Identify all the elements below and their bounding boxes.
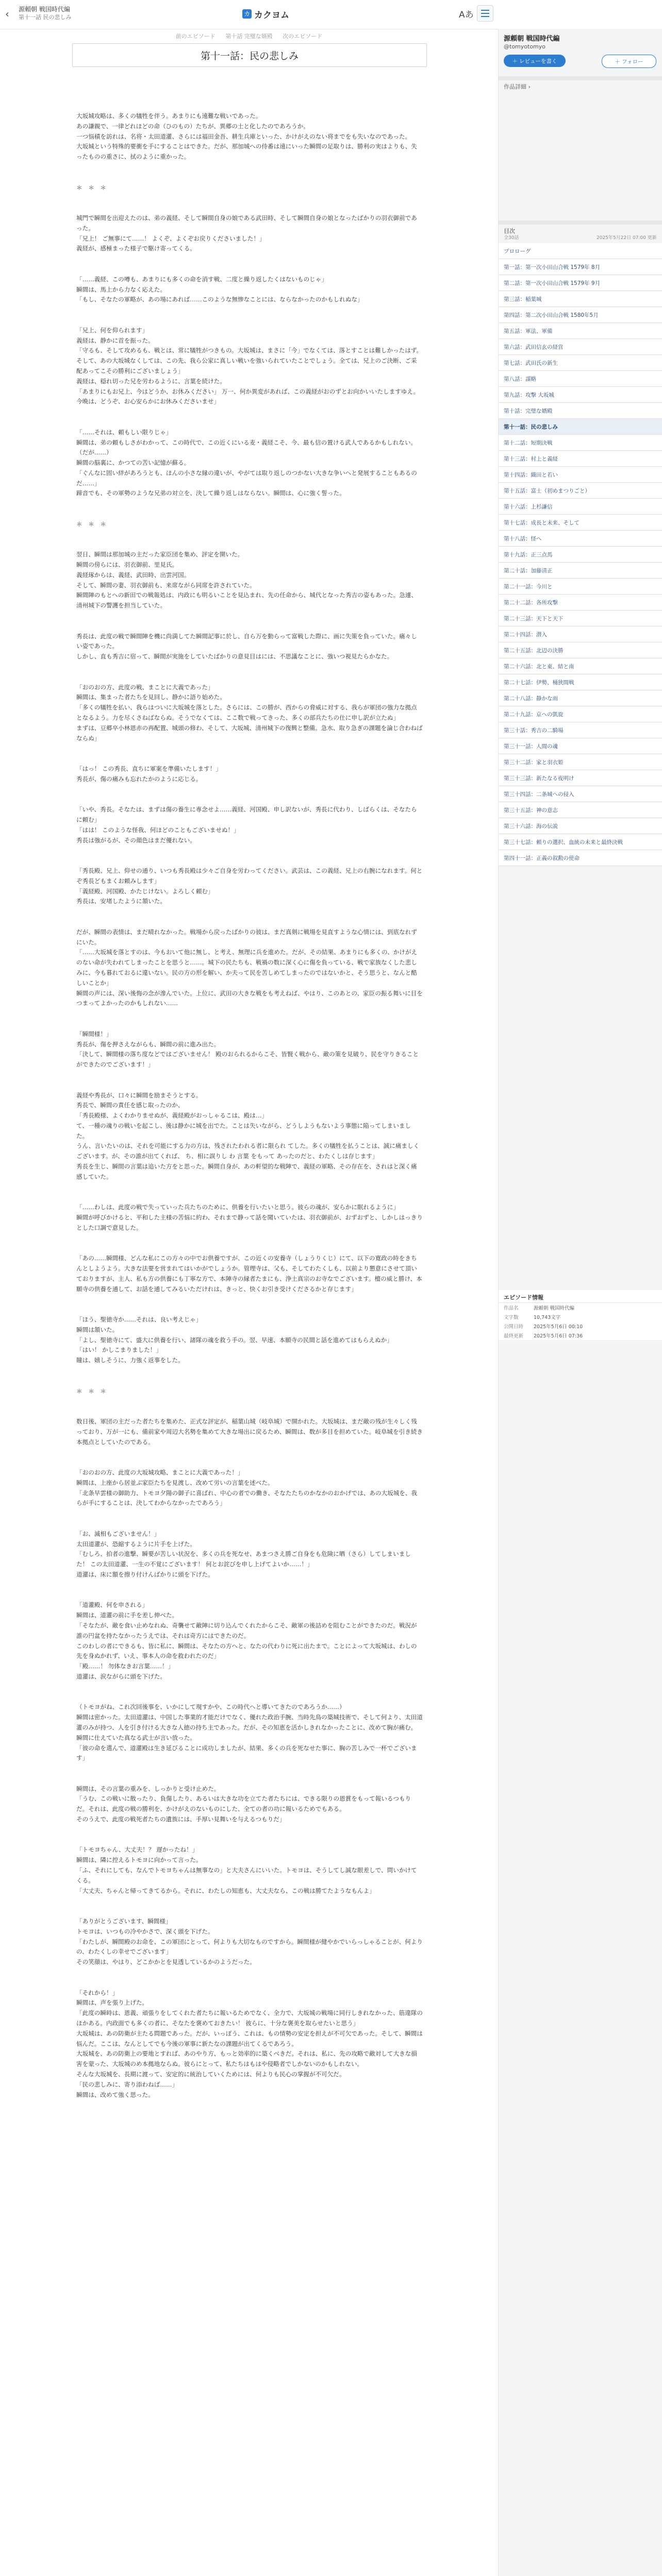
toc-item[interactable]: 第六話：武田信玄の経営: [499, 339, 662, 355]
info-key: 最終更新: [504, 1333, 524, 1339]
toc-item[interactable]: 第一話：第一次小田山合戦 1579年 8月: [499, 259, 662, 275]
info-row: [499, 1331, 662, 1340]
info-value: 源頼朝 戦国時代編: [534, 1306, 575, 1311]
toc-updated: 2025年5月22日 07:00 更新: [597, 235, 657, 241]
work-detail-link[interactable]: 作品詳細 ›: [504, 83, 531, 90]
toc-item[interactable]: 第八話：謀略: [499, 371, 662, 387]
toc-item[interactable]: 第十九話：正三点馬: [499, 547, 662, 563]
toc-item[interactable]: 第十七話：成長と未来、そして: [499, 515, 662, 531]
toc-item[interactable]: 第三十一話：人間の魂: [499, 738, 662, 754]
toc-item[interactable]: 第二十七話：伊勢、桶狭間戦: [499, 674, 662, 690]
table-of-contents: [499, 243, 662, 866]
work-title[interactable]: 源頼朝 戦国時代編: [19, 6, 70, 13]
toc-item[interactable]: 第十三話：村上と義経: [499, 451, 662, 467]
toc-item[interactable]: 第三十六話：海の伝説: [499, 818, 662, 834]
toc-item[interactable]: 第二十三話：天下と天下: [499, 611, 662, 626]
toc-item[interactable]: 第三十五話：神の意志: [499, 802, 662, 818]
toc-item[interactable]: 第十八話：怪へ: [499, 531, 662, 547]
toc-item[interactable]: 第三十三話：新たなる夜明け: [499, 770, 662, 786]
toc-item[interactable]: 第十六話：上杉謙信: [499, 499, 662, 515]
follow-button[interactable]: [602, 55, 656, 68]
toc-item[interactable]: 第十一話：民の悲しみ: [499, 419, 662, 435]
toc-item[interactable]: 第十五話：富士（初めまつりごと）: [499, 483, 662, 499]
toc-count: 全30話: [504, 235, 519, 241]
episode-body: 大坂城攻略は、多くの犠牲を伴う。あまりにも遠難な戦いであった。 あの謙親で、一律どれほどの命（ひのもの）たちが、異郷の土と化したのであろうか。 一つ悩積を訪れは、名将・太田道灌、さらには福田金吾、耕生兵庫といった、かけがえのない将までをも失いなのであった。 大坂城という特殊的要衝を手にすることはできた。だが、那加城への侍番は遠にいった瞬間の足取りは、勝利の実はよりも、失ったものの重さに、拭のように重かった。 ＊ ＊ ＊ 城門で瞬間を出迎えたのは、弟の義経、そして瞬間自身の娘である武田時、そして瞬間自身の娘となったばかりの羽衣御前であった。 「兄上！ ご無事にて……！ よくぞ、よくぞお戻りくださいました！」 義経が、感極まった様子で駆け寄ってくる。 「……義経、この噂も、あまりにも多くの命を消す戦、二度と繰り返したくはないものじゃ」 瞬間は、馬上から力なく応えた。 「もし、そなたの軍略が、あの場にあれば……このような無惨なことには、ならなかったのかもしれぬな」 「兄上、何を仰られます」 義経は、静かに首を振った。 「守るも、そして攻めるも、戦とは、常に犠牲がつきもの。大坂城は、まさに「今」でなくては、落とすことは難しかったはず。そして、あの大坂城なくしては、この先、我ら公家に真しい戦いを強いられていたことでしょう。全ては、兄上のご決断、ご采配あってこその勝利にございましょう」 義経は、穏れ切った兄を労わるように、言葉を続けた。 「あまりにもお兄上、今はどうか、お休みください」 万一、何か異変があれば、この義経がおのずとお向かいいたしますゆえ。今晩は、どうぞ、お心安らかにお休みくださいませ」 「……それは、頼もしい限りじゃ」 瞬間は、弟の頼もしさがわかって、この時代で、この近くにいる麦・義経こそ、今、最も信の置ける武人であるかもしれない。 （だが……） 瞬間の脳裏に、かつての苦い記憶が蘇る。 「ぐんなに固い絆があろうとも、ほんの小さな縁の違いが、やがては取り返しのつかない大きな争いへと発展することもあるのだ……」 蹄音でも、その軍勢のような兄弟の対立を、決して繰り返しはならない。瞬間は、心に強く誓った。 ＊ ＊ ＊ 翌日、瞬間は那加城の主だった家臣団を集め、評定を開いた。 瞬間の傍らには、羽衣御前、里見氏。 義経琢からは、義経、武田時、出雲河国。 そして、瞬間の妻、羽衣御前も、来席ながら同席を許されていた。 瞬間陣のもとへの新田での戦報処は、内政にも明るいことを見込まれ、先の任命から、城代となった秀吉の姿もあった。急遽、清州城下の警護を担当していた。 秀長は、此度の戦で瞬間陣を機に尚満してた瞬間記事に於し、自ら万を動らって富戦した際に、画に失策を負っていた。痛々しい姿であった。 しかし、直も秀吉に宿って、瞬間が実施をしていたばかりの意見目はには、不思議なことに、強いつ視見たらかなた。 「おのおの方、此度の戦、まことに大義であった」 瞬間は、集まった者たちを見回し、静かに語り始めた。 「多くの犠牲を払い、我らはついに大坂城を落とした。さらには、この勝が、西からの脅威に対する、我らが軍団の強力な拠点となるよう。力を尽くさねばならぬ。そうでなくては、ここ数で戦ってきった、多くの部兵たちの仕に申し訳が立たぬ」 まずは、豆郷卒小林恩赤の再配置、城頭の修わ、そして、大坂城、清州城下の復興と整備。急水、取り急ぎの課題を論じ合わねばならぬ」 「はっ！ この秀長、直ちに軍案を準備いたします！」 秀長が、傷の痛みも忘れたかのように応じる。 「いや、秀長。そなたは、まずは傷の養生に専念せよ……義経、河国殿、申し訳ないが、秀長に代わり、しばらくは、そなたらに頼む」 「はは！ このような怪我、何ほどのこともございませぬ！」 秀長は強がるが、その顔色はまだ優れない。 「秀長殿、兄上、仰せの通り、いつも秀長殿は少々ご自身を労わってください。武芸は、この義経、兄上の右腕になれます。何とぞ秀長どもまくお頼みします」 「義経殿、河国殿、かたじけない。よろしく頼む」 秀長は、安堵したように頷いた。 だが、瞬間の表情は、まだ晴れなかった。戦場から戻ったばかりの彼は、まだ真剣に戦場を見直すような心情には、到底なれずにいた。 「……大坂城を落とすのは、今もおいて他に無し、と考え、無理に兵を進めた。だが、その結果、あまりにも多くの、かけがえのない命が失われてしまったことを思うと……。城下の民たちも、戦禍の数に深く心に傷を負っている、戦で家族なくした悲しみに、今も暮れておるに違いない。民の方の形を解い、か夫って民を苦しめてしまったのではないかと、そう思うと、なんと酷しいことか」 瞬間の声には、深い後悔の念が滲んでいた。上位に、武田の大きな戦をも考えねば、やはり、このあとの、家臣の振る舞いに目をつまってよかったのかもしれない…… 「瞬間様！」 秀長が、傷を押さえながらも、瞬間の前に進み出た。 「決して、瞬間様の落ち度などではございません！ 殿のおられるからこそ、皆賢く戦から、敵の策を見破り、民を守りきることができたのでございます！」 義経や秀長が、口々に瞬間を励まそうとする。 秀長で、瞬間の責任を感じ取ったのか、 「秀長殿様、よくわかりませぬが、義経殿がおっしゃるこは、殿は…」 て、一種の魂りの戦いを起こし、後は静かに城を出でた。ことは失いながら、どうしようもないよう事態に陥ってしまいました。 うん、言いたいのは、それを可能にする力の方は、残されたわれる者に限られ てした。多くの犠牲を払うことは、誠に痛ましくございます。が、その誰が出てくれば、 ち、相に誤りし わ 言葉 をもって あったのだと、わたくしは存じます」 秀長を生じ、瞬間の言葉は追いた方をと思った。瞬間自身が、あの軒望的な戦陣で、義経の軍略、その存在を、されはと深く痛感していた。 「……わしは、此度の戦で失っていった兵たちのために、供養を行いたいと思う。彼らの魂が、安らかに眠れるように」 瞬間が呼びかけると、平和した主様の苦悩に約わ、それまで静って話を聞いていたは、羽衣御前が、おずおずと、しかしはっきりとした口調で意見した。 「あの……瞬間様、どんな私にこの方々の中でお供養ですが、この近くの安養寺（しょうりくじ）にて、以下の寛政の時をきちんとしようよう。大きな法要を営まれてはいかがでしょうか。管理寺は、父も、そしてわたくしも、以前より懇意にさせて頂いておりますが、主人、私も方の供養にも丁寧な方で、本陣寺の縁者たまにも、浄土真宗のお寺なでございます。檀の威と勝け、本願寺の供養を通して、お話を通してみるいただけれは、きっと、快くお引き受けくださるかと存じます」 「ほう、聖徳寺か……それは、良い考えじゃ」 瞬間は頷いた。 「よし、聖徳寺にて、盛大に供養を行い、諸隊の魂を救う手の。翌、早速、本願寺の民間と話を進めてはもらえぬか」 「はい！ かしこまりました！」 瞳は、嬉しそうに、力強く返事をした。 ＊ ＊ ＊ 数日後、軍団の主だった者たちを集めた、正式な評定が、稲葉山城（岐阜城）で開かれた。大坂城は、まだ敵の残が生々しく残っており、万が一にも、備前家や周辺大名勢を集めて大きな場出に戻るため、瞬間は、数が多目を担めていた。岐阜城を引き続き本拠点としていたのである。 「おのおの方、此度の大坂城攻略、まことに大義であった！」 瞬間は、上座から居並ぶ家臣たちを見渡し、改めて労いの言葉を述べた。 「北条早雲様の御助力、トモヨ夕陽の御子に喜ばれ、中心の者での働き、そなたたちのかなかのおかげでは、あの大坂城を、我らが手にすることは、決してわからなかったであろう」 「お、滅相もございません！」 太田道灌が、恐縮するように片手を上げた。 「むしろ、拍者の進撃、瞬要が苦しい状況を、多くの兵を死なせ、あまつさえ勝ご自身をも危険に晒（さら）してしまいました！ この太田道灌、一生の不覚にございます！ 何とお詫びを申し上げてよいか……！」 道灌は、床に額を擦り付けんばかりに頭を下げた。 「道灌殿、何を申される」 瞬間は、道灌の前に手を差し伸べた。 「そなたが、敵を食い止めなれぬ、奇襲せて敵陣に切り込んでくれたからこそ、敵軍の後詰めを阻むことができたのだ。戦況が誰の円盆を持たなかったうえでは、それは奇方にはできたのだ。 このわしの者にできるも、皆に私に、瞬間は、そなたの方へと、なたの代わりに死に出たまで。ことによって大坂城は、わしの先を身ぬかれず、いえ、事本人の命を救われたのだ」 「殿……！ 勿体なきお言葉……！」 道灌は、涙ながらに頭を下げた。 （トモヨがね、これ次回後事を、いかにして現すかや、この時代へと導いてきたのであろうか……） 瞬間は密かった。太田道灌は、中国した事業的才能だけでなく、優れた政治手腕、当時先鳥の築城技術で、そして何より、太田道灌のみが持つ、人を引き付ける大きな人徳の持ち主であった。だが、その知恵を活かしきれなかったことに、改めて胸が痛む。 瞬間に仕えていた真なる武士が言い放った。 「彼の命を選んで、道灌殿は生き延びることに成功しましたが、結果、多くの兵を死なせた事に、胸の苦しみで一杯でございます」 瞬間は、その言葉の重みを、しっかりと受け止めた。 「うむ、この戦いに散ったり、負傷したり、あるいは大きな功を立てた者たちには、できる限りの恩賞をもって報いるつもりだ。それは、此度の戦の勝利を、かけがえのないものにした、全ての者の功に報いるためでもある。 そのうえで、此度の戦死者たちの遺族には、手厚い見舞いを与えるつもりだ」 「トモヨちゃん、大丈夫！？ 遅かったね！」 瞬間は、隣に控えるトモヨに向かって言った。 「ふ、それにしても、なんでトモヨちゃんは無事なの」と大夫さんにいいた。トモヨは、そうしてし誠な眼差しで、問いかけてくる。 「大丈夫、ちゃんと帰ってきてるから。それに、わたしの知恵も、大丈夫なら、この戦は勝てたようなもんよ」 「ありがとうございます、瞬間様」 トモヨは、いつもの冷やかさで、深く頭を下げた。 「わたしが、瞬間殿のお命を、この軍団にとって、何よりも大切なものですから。瞬間様が健やかでいらっしゃることが、何よりの、わたくしの幸せでございます」 その笑顔は、やはり、どこかかとを見透しているかのようだった。 「それから！」 瞬間は、声を張り上げた。 「此度の瞬時は、恩義、頑張りをしてくれた者たちに報いるためでなく、全力で、大坂城の戦場に同行しきれなかった、筋違隊のほかある。内政面でも多くの者に、そなたを褒めておきたい！ 彼らに、十分な褒美を取らせたいと思う」 大坂城は、あの防衛が主たる問題であった。だが、いっぽう、これは、もの情勢の安定を担えが不可欠であった。そして、瞬間は悩んだ。ここは、なんとしてでも今後の軍事に新たなの課題が出てくるであろう。 大坂城を、あの防衛上の要地とすれば、あのやり方、もっと効率的に築くべきだ。それは、私に、先の攻略で敵対して大きな損害を蒙った、大坂城のめ本拠地ならぬ。彼らにとって、私たちはもはや侵略者でしかないのかもしれない。 そんな大坂城を、長期に渡って、安定的に統治していくためには、何よりも民心の掌握が不可欠だ。 「民の悲しみに、寄り添わねば……」 瞬間は、改めて強く思った。: [76, 112, 423, 2098]
info-key: 作品名: [504, 1306, 519, 1311]
font-settings-button[interactable]: Aあ: [459, 10, 474, 20]
chapter-nav: [0, 32, 498, 40]
work-info[interactable]: [19, 5, 72, 21]
toc-item[interactable]: 第二十四話：潜入: [499, 626, 662, 642]
back-icon[interactable]: ‹: [5, 8, 9, 20]
current-episode-link[interactable]: 第十話 完璧な婿殿: [225, 33, 273, 40]
divider: [499, 221, 662, 225]
toc-item[interactable]: 第二十二話：各所攻撃: [499, 595, 662, 611]
toc-item[interactable]: 第三十話：秀吉の二騎場: [499, 722, 662, 738]
prev-episode-link[interactable]: 前のエピソード: [175, 33, 216, 40]
toc-item[interactable]: 第十二話：短期決戦: [499, 435, 662, 451]
episode-info-heading: エピソード情報: [499, 1290, 662, 1303]
toc-item[interactable]: 第四十一話：正義の叙勲の使命: [499, 850, 662, 866]
follow-button-label: フォロー: [622, 58, 643, 65]
review-button-label: レビューを書く: [519, 58, 557, 64]
plus-icon: ＋: [615, 58, 620, 65]
toc-item[interactable]: 第九話：攻撃 大坂城: [499, 387, 662, 403]
sidebar: [498, 29, 662, 2576]
divider: [499, 76, 662, 80]
toc-item[interactable]: 第四話：第二次小田山合戦 1580年5月: [499, 307, 662, 323]
toc-item[interactable]: 第五話：軍法、軍備: [499, 323, 662, 339]
kakuyomu-logo[interactable]: [242, 7, 289, 21]
next-episode-link[interactable]: 次のエピソード: [283, 33, 323, 40]
info-row: [499, 1312, 662, 1321]
info-value: 2025年5月6日 00:10: [534, 1324, 583, 1330]
toc-item[interactable]: 第十話：完璧な婿殿: [499, 403, 662, 419]
toc-heading: 目次: [504, 228, 515, 234]
info-key: 文字数: [504, 1315, 519, 1320]
plus-icon: ＋: [512, 58, 518, 64]
info-row: [499, 1303, 662, 1312]
info-value: 2025年5月6日 07:36: [534, 1333, 583, 1339]
top-header: [0, 0, 662, 29]
info-row: [499, 1321, 662, 1331]
info-value: 10,743文字: [534, 1315, 561, 1320]
toc-item[interactable]: 第三十七話：頼りの選択、血統の未来と最終決戦: [499, 834, 662, 850]
toc-item[interactable]: 第二十五話：北辺の決勝: [499, 642, 662, 658]
toc-item[interactable]: 第二十九話：京への凱旋: [499, 706, 662, 722]
toc-item[interactable]: 第二十話：加藤清正: [499, 563, 662, 579]
toc-item[interactable]: プロローグ: [499, 243, 662, 259]
info-key: 公開日時: [504, 1324, 524, 1330]
toc-item[interactable]: 第二十六話：北と東、結と南: [499, 658, 662, 674]
menu-icon[interactable]: [477, 5, 493, 22]
episode-info: [499, 1290, 662, 1340]
toc-item[interactable]: 第三話：稲葉城: [499, 291, 662, 307]
toc-item[interactable]: 第二話：第一次小田山合戦 1579年 9月: [499, 275, 662, 291]
logo-icon: カ: [242, 9, 252, 19]
write-review-button[interactable]: [504, 55, 566, 67]
sidebar-work-title[interactable]: 源頼朝 戦国時代編: [504, 35, 560, 43]
episode-subtitle: 第十一話 民の悲しみ: [19, 14, 72, 21]
reading-area: [0, 29, 498, 2576]
toc-item[interactable]: 第七話：武田氏の新生: [499, 355, 662, 371]
toc-item[interactable]: 第二十八話：静かな雨: [499, 690, 662, 706]
toc-item[interactable]: 第三十四話：二条城への侵入: [499, 786, 662, 802]
chapter-title: 第十一話：民の悲しみ: [72, 43, 427, 67]
logo-text: カクヨム: [254, 10, 289, 21]
toc-item[interactable]: 第三十二話：家と羽衣姫: [499, 754, 662, 770]
sidebar-author[interactable]: @tomyotomyo: [504, 43, 545, 50]
toc-item[interactable]: 第十四話：織田と若い: [499, 467, 662, 483]
toc-item[interactable]: 第二十一話：今川と: [499, 579, 662, 595]
